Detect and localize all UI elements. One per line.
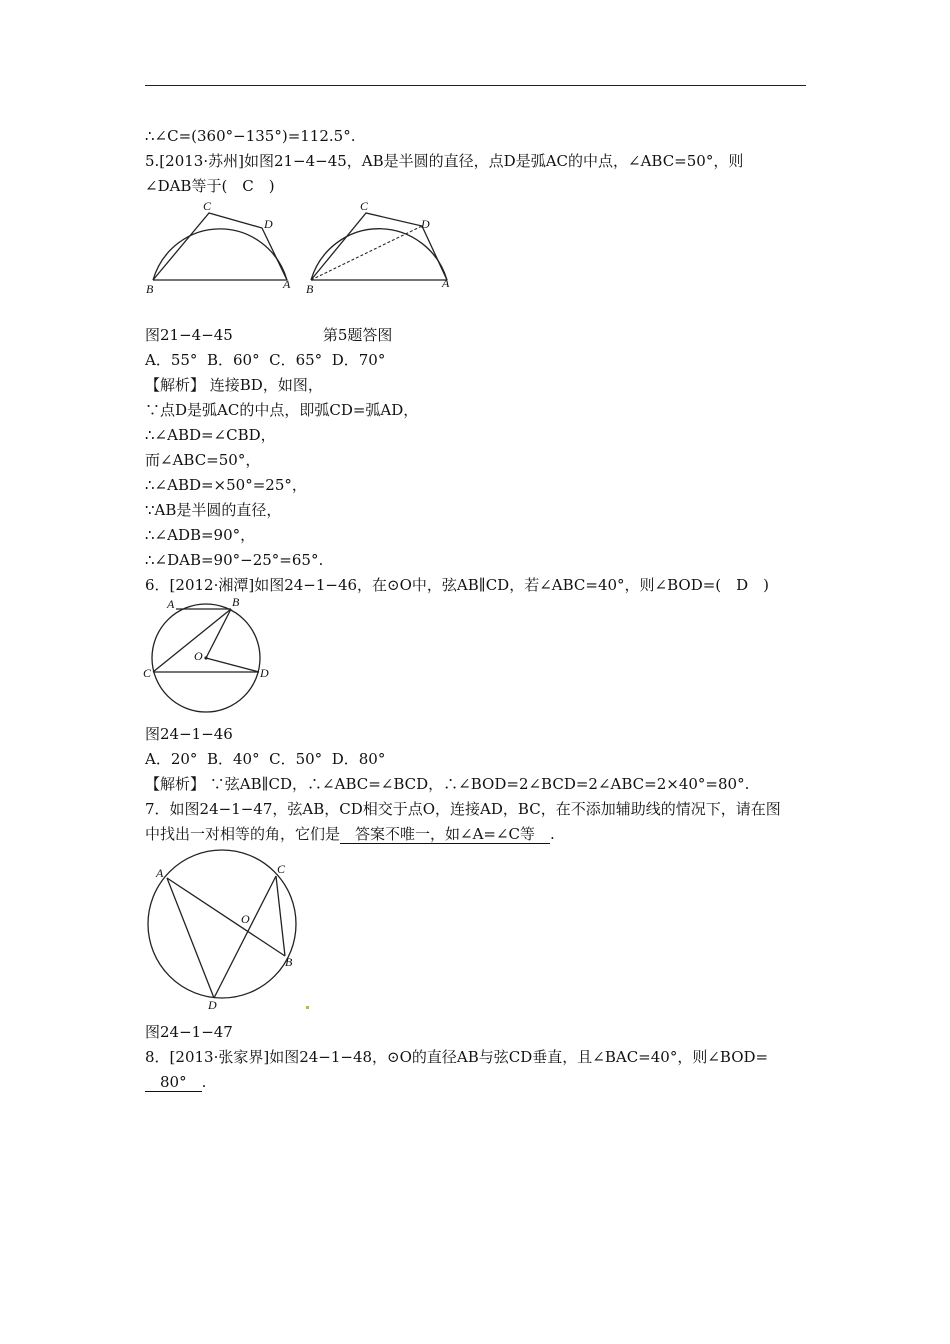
label-D: D [264,217,273,231]
label-D: D [208,998,217,1012]
label-C: C [143,666,152,680]
figure-captions: 图21−4−45 第5题答图 [145,326,393,344]
figure-answer-5 [303,198,458,298]
text-line: ∴∠DAB=90°−25°=65°. [145,551,324,569]
answer-8: 80° [145,1073,202,1091]
label-D: D [421,217,430,231]
label-C: C [360,199,369,213]
question-7: 7．如图24−1−47，弦AB，CD相交于点O，连接AD，BC，在不添加辅助线的情况下，请在图 [145,800,781,818]
text-line: ∵AB是半圆的直径， [145,501,282,519]
label-B: B [306,282,314,296]
options-6: A．20° B．40° C．50° D．80° [145,750,386,768]
figure-caption-47: 图24−1−47 [145,1023,233,1041]
question-5: 5.[2013·苏州]如图21−4−45，AB是半圆的直径，点D是弧AC的中点，∠ABC=50°，则 [145,152,744,170]
text-line: 而∠ABC=50°， [145,451,261,469]
text-line: ∴∠ABD=∠CBD， [145,426,276,444]
question-8: 8．[2013·张家界]如图24−1−48，⊙O的直径AB与弦CD垂直，且∠BAC=40°，则∠BOD= [145,1048,769,1066]
label-B: B [285,955,293,969]
text-line: ∴∠C=(360°−135°)=112.5°. [145,127,356,145]
text-line: ∴∠ADB=90°， [145,526,256,544]
label-A: A [442,276,450,290]
label-B: B [146,282,154,296]
label-A: A [156,866,164,880]
stray-dot [306,1006,309,1009]
question-6: 6．[2012·湘潭]如图24−1−46，在⊙O中，弦AB∥CD，若∠ABC=40°，则∠BOD=( D ) [145,576,770,594]
question-8-cont: 80° . [145,1073,207,1091]
figure-21-4-45 [145,198,295,298]
figure-24-1-47 [145,845,305,1010]
label-D: D [260,666,269,680]
label-O: O [194,649,203,663]
analysis-6: 【解析】 ∵弦AB∥CD，∴∠ABC=∠BCD，∴∠BOD=2∠BCD=2∠ABC=2×40°=80°. [145,775,750,793]
label-C: C [203,199,212,213]
label-A: A [167,597,175,611]
label-O: O [241,912,250,926]
figure-24-1-46 [143,596,273,711]
label-A: A [283,277,291,291]
question-5-cont: ∠DAB等于( C ) [145,177,275,195]
text-line: ∵点D是弧AC的中点，即弧CD=弧AD， [145,401,419,419]
header-rule [145,85,806,86]
label-C: C [277,862,286,876]
analysis-5: 【解析】 连接BD，如图， [145,376,323,394]
figure-caption-46: 图24−1−46 [145,725,233,743]
text-line: ∴∠ABD=×50°=25°， [145,476,307,494]
answer-7: 答案不唯一，如∠A=∠C等 [340,825,551,843]
question-7-cont: 中找出一对相等的角，它们是 答案不唯一，如∠A=∠C等 . [145,825,555,843]
label-B: B [232,595,240,609]
options-5: A．55° B．60° C．65° D．70° [145,351,386,369]
